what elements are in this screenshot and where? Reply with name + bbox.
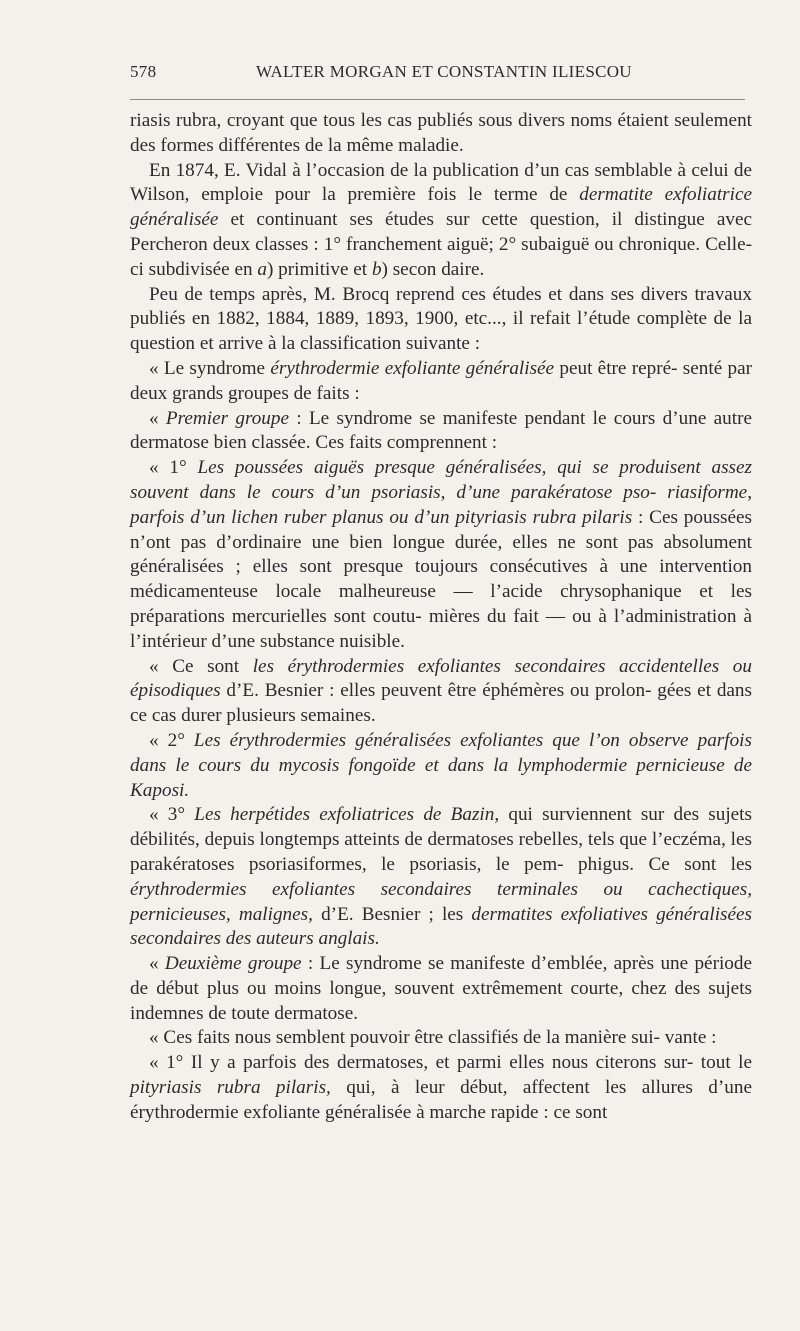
page-number: 578 bbox=[130, 62, 157, 81]
paragraph: « Premier groupe : Le syndrome se manifeste pendant le cours d’une autre dermatose bien classée. Ces faits comprennent : bbox=[130, 407, 753, 454]
paragraph: « Ce sont les érythrodermies exfoliantes secondaires accidentelles ou épisodiques d’E. Besnier : elles peuvent être éphémères ou prolon- gées et dans ce cas durer plusieurs semaines. bbox=[130, 655, 752, 727]
paragraph: « 2° Les érythrodermies généralisées exfoliantes que l’on observe parfois dans le cours du mycosis fongoïde et dans la lymphodermie pernicieuse de Kaposi. bbox=[130, 729, 752, 801]
paragraph: « Le syndrome érythrodermie exfoliante généralisée peut être repré- senté par deux grands groupes de faits : bbox=[130, 357, 752, 404]
paragraph: « Ces faits nous semblent pouvoir être classifiés de la manière sui- vante : bbox=[149, 1027, 717, 1049]
header-rule bbox=[130, 99, 745, 100]
page-header bbox=[130, 58, 750, 88]
paragraph: « 1° Les poussées aiguës presque généralisées, qui se produisent assez souvent dans le cours d’un psoriasis, d’une parakératose pso- riasiforme, parfois d’un lichen ruber planus ou d’un pityriasis rubra pilaris : Ces poussées n’ont pas d’ordinaire une bien longue durée, elles ne sont pas absolument généralisées ; elles sont presque toujours consécutives à une intervention médicamenteuse locale malheureuse — l’acide chrysophanique et les préparations mercurielles sont coutu- mières du fait — ou à l’administration à l’intérieur d’une substance nuisible. bbox=[130, 457, 752, 652]
running-title: WALTER MORGAN ET CONSTANTIN ILIESCOU bbox=[256, 62, 632, 81]
paragraph: riasis rubra, croyant que tous les cas publiés sous divers noms étaient seulement des formes différentes de la même maladie. bbox=[130, 110, 752, 156]
paragraph: « Deuxième groupe : Le syndrome se manifeste d’emblée, après une période de début plus ou moins longue, souvent extrêmement courte, chez des sujets indemnes de toute dermatose. bbox=[130, 953, 752, 1024]
paragraph: Peu de temps après, M. Brocq reprend ces études et dans ses divers travaux publiés en 1882, 1884, 1889, 1893, 1900, etc..., il refait l’étude complète de la question et arrive à la classification suivante : bbox=[130, 283, 752, 355]
paragraph: « 1° Il y a parfois des dermatoses, et parmi elles nous citerons sur- tout le pityriasis rubra pilaris, qui, à leur début, affectent les allures d’une érythrodermie exfoliante généralisée à marche rapide : ce sont bbox=[130, 1052, 752, 1123]
paragraph: « 3° Les herpétides exfoliatrices de Bazin, qui surviennent sur des sujets débilités, depuis longtemps atteints de dermatoses rebelles, tels que l’eczéma, les parakératoses psoriasiformes, le psoriasis, le pem- phigus. Ce sont les érythrodermies exfoliantes secondaires terminales ou cachectiques, pernicieuses, malignes, d’E. Besnier ; les dermatites exfoliatives généralisées secondaires des auteurs anglais. bbox=[130, 804, 752, 950]
paragraph: En 1874, E. Vidal à l’occasion de la publication d’un cas semblable à celui de Wilson, emploie pour la première fois le terme de dermatite exfoliatrice généralisée et continuant ses études sur cette question, il distingue avec Percheron deux classes : 1° franchement aiguë; 2° subaiguë ou chronique. Celle-ci subdivisée en a) primitive et b) secon daire. bbox=[130, 159, 752, 280]
body-text bbox=[130, 109, 752, 1126]
